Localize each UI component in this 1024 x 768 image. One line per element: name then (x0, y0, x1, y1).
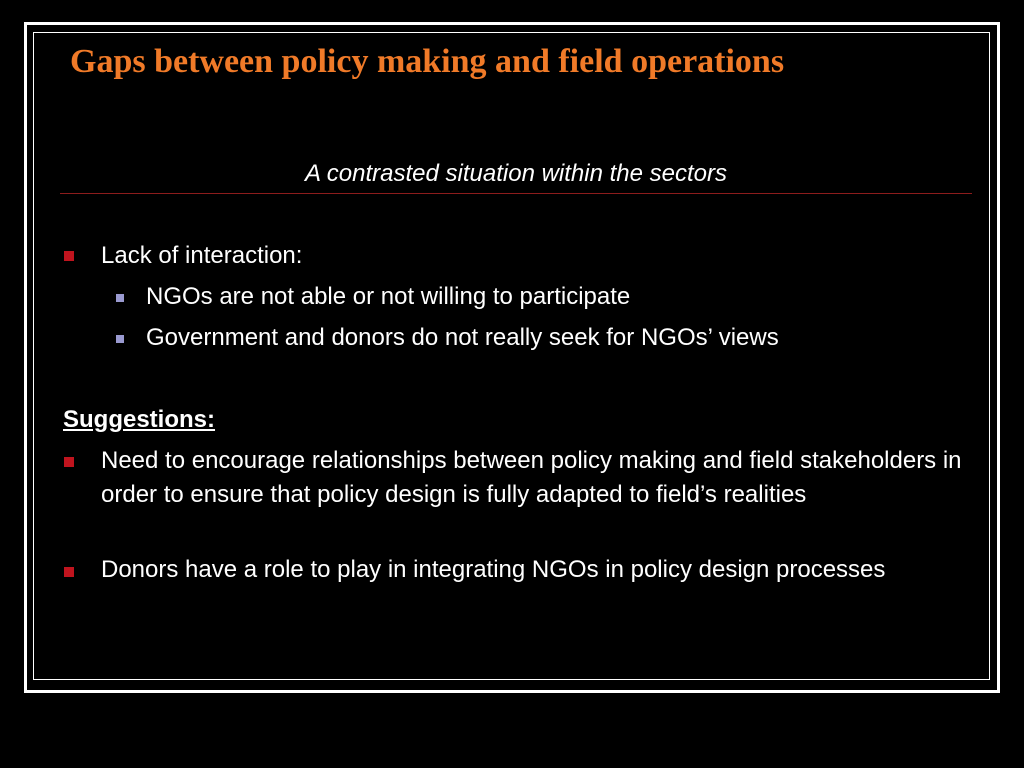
square-bullet-icon (116, 335, 124, 343)
slide-subtitle: A contrasted situation within the sectors (305, 160, 727, 187)
sub-bullet-ngos-participation: NGOs are not able or not willing to participate (146, 283, 631, 310)
subtitle-divider (60, 193, 972, 194)
suggestion-encourage-relationships: Need to encourage relationships between policy making and field stakeholders in order to ensure that policy design is fully adapted to field’s realities (101, 447, 962, 508)
slide-title: Gaps between policy making and field operations (70, 43, 785, 80)
suggestions-heading: Suggestions: (63, 406, 216, 433)
square-bullet-icon (64, 457, 74, 467)
sub-bullet-government-donors: Government and donors do not really seek for NGOs’ views (146, 324, 779, 351)
suggestion-donors-role: Donors have a role to play in integrating NGOs in policy design processes (101, 556, 886, 583)
square-bullet-icon (64, 251, 74, 261)
bullet-lack-of-interaction: Lack of interaction: (101, 242, 303, 269)
square-bullet-icon (64, 567, 74, 577)
square-bullet-icon (116, 294, 124, 302)
